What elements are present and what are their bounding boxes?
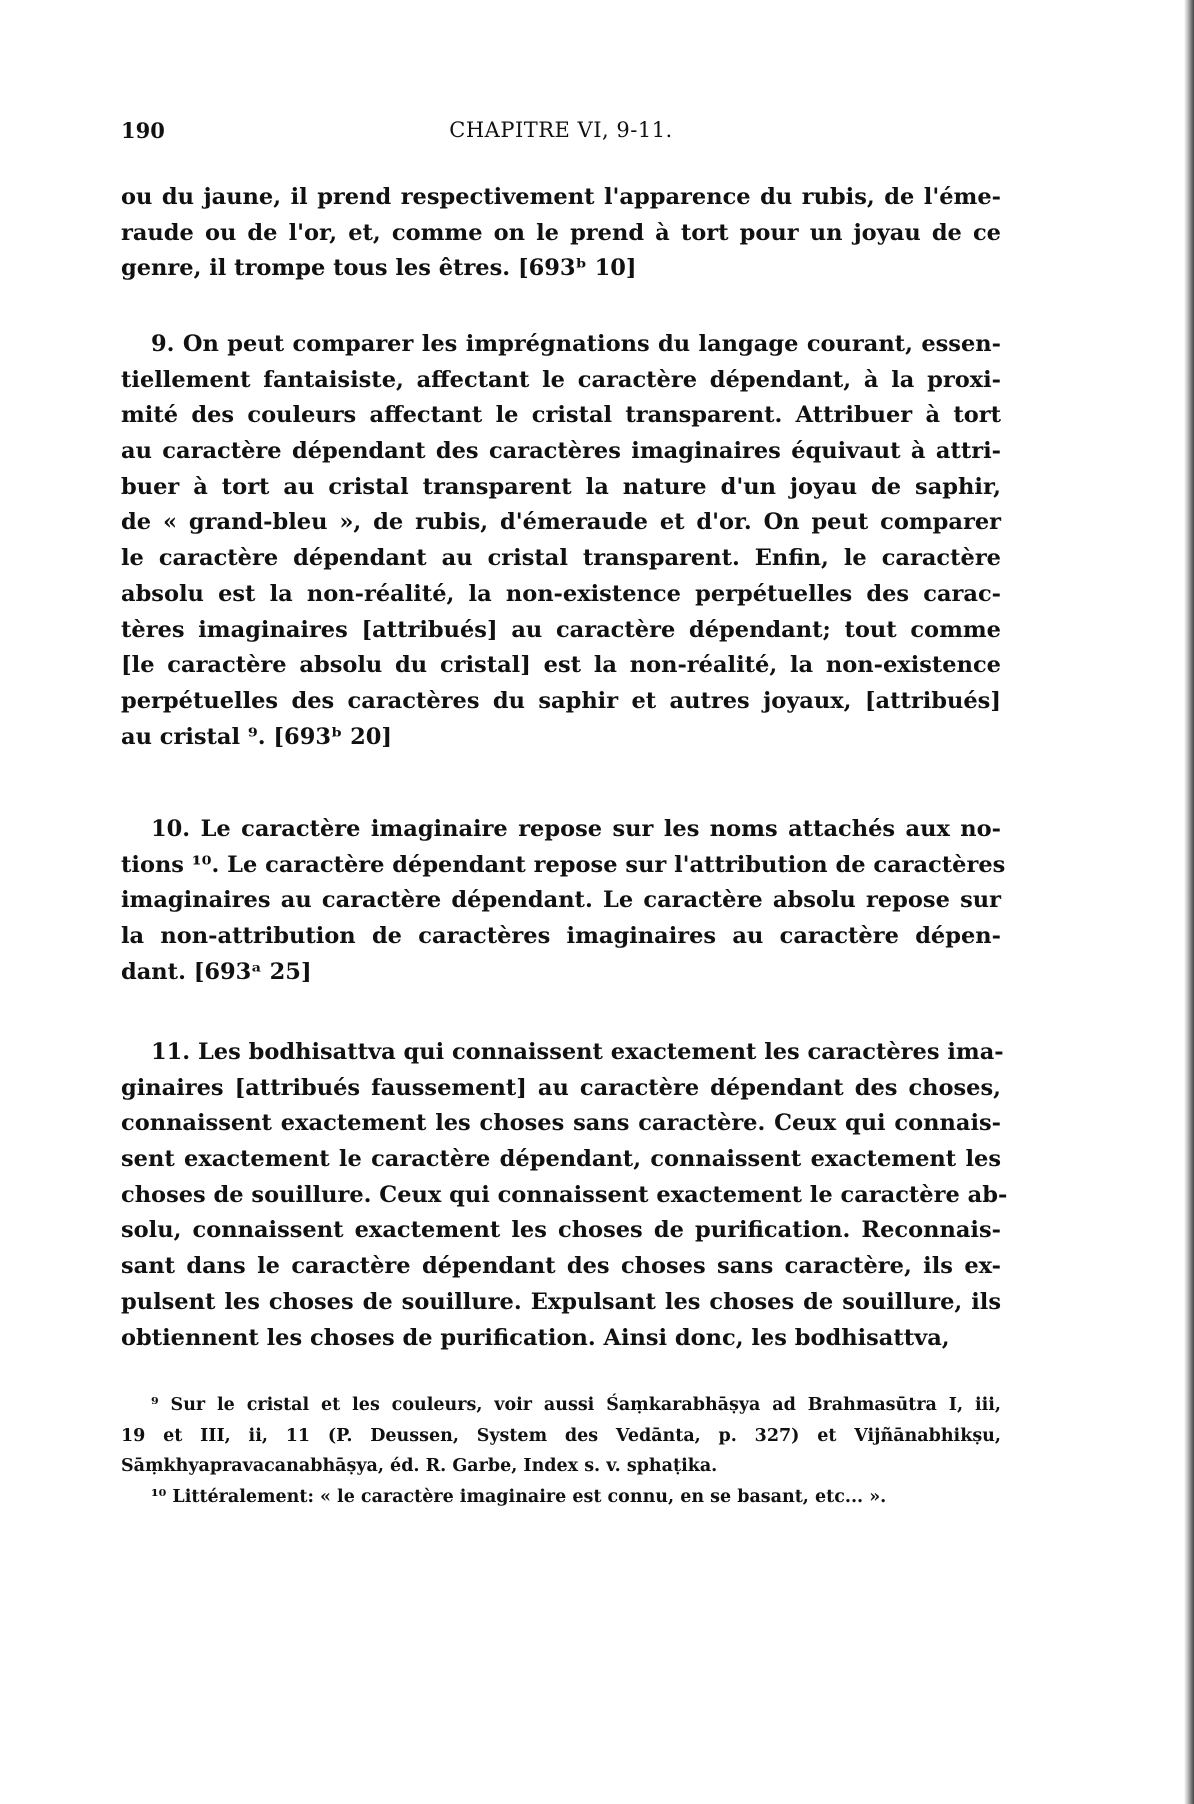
text-line: tères imaginaires [attribués] au caractère dépendant; tout comme <box>121 616 1001 643</box>
footnotes <box>121 1390 1001 1512</box>
text-line: buer à tort au cristal transparent la nature d'un joyau de saphir, <box>121 473 1001 500</box>
text-line: connaissent exactement les choses sans caractère. Ceux qui connais- <box>121 1110 1001 1137</box>
text-line: imaginaires au caractère dépendant. Le caractère absolu repose sur <box>121 887 1001 914</box>
footnote-line: ¹⁰ Littéralement: « le caractère imaginaire est connu, en se basant, etc... ». <box>151 1486 887 1507</box>
paragraph-9 <box>121 327 1001 755</box>
text-line: 11. Les bodhisattva qui connaissent exactement les caractères ima- <box>151 1039 1004 1065</box>
text-line: obtiennent les choses de purification. Ainsi donc, les bodhisattva, <box>121 1324 950 1351</box>
running-header <box>121 118 1001 148</box>
text-line: sent exactement le caractère dépendant, connaissent exactement les <box>121 1146 1001 1173</box>
text-line: la non-attribution de caractères imaginaires au caractère dépen- <box>121 923 1001 950</box>
text-line: raude ou de l'or, et, comme on le prend à tort pour un joyau de ce <box>121 219 1001 246</box>
footnote-line: 19 et III, ii, 11 (P. Deussen, System des Vedānta, p. 327) et Vijñānabhikṣu, <box>121 1425 1001 1446</box>
scan-edge <box>1184 0 1194 1804</box>
text-line: pulsent les choses de souillure. Expulsant les choses de souillure, ils <box>121 1288 1001 1315</box>
text-line: mité des couleurs affectant le cristal transparent. Attribuer à tort <box>121 402 1001 429</box>
text-line: 10. Le caractère imaginaire repose sur les noms attachés aux no- <box>151 816 1001 842</box>
text-line: perpétuelles des caractères du saphir et autres joyaux, [attribués] <box>121 687 1001 714</box>
running-title: CHAPITRE VI, 9-11. <box>449 118 673 142</box>
text-line: [le caractère absolu du cristal] est la non-réalité, la non-existence <box>121 652 1001 679</box>
text-line: le caractère dépendant au cristal transparent. Enfin, le caractère <box>121 545 1001 572</box>
text-line: au cristal ⁹. [693ᵇ 20] <box>121 723 393 750</box>
paragraph-11 <box>121 1035 1008 1356</box>
text-line: dant. [693ᵃ 25] <box>121 958 312 985</box>
text-line: 9. On peut comparer les imprégnations du langage courant, essen- <box>151 331 1001 357</box>
text-line: tiellement fantaisiste, affectant le caractère dépendant, à la proxi- <box>121 366 1001 393</box>
text-line: tions ¹⁰. Le caractère dépendant repose sur l'attribution de caractères <box>121 851 1006 878</box>
paragraph-10 <box>121 812 1006 990</box>
text-line: choses de souillure. Ceux qui connaissent exactement le caractère ab- <box>121 1181 1008 1208</box>
paragraph-continuation <box>121 180 1001 287</box>
text-line: de « grand-bleu », de rubis, d'émeraude et d'or. On peut comparer <box>121 509 1001 536</box>
text-line: solu, connaissent exactement les choses de purification. Reconnais- <box>121 1217 1001 1244</box>
footnote-line: ⁹ Sur le cristal et les couleurs, voir aussi Śaṃkarabhāṣya ad Brahmasūtra I, iii, <box>151 1395 1001 1415</box>
text-line: ou du jaune, il prend respectivement l'apparence du rubis, de l'éme- <box>121 184 1001 210</box>
page-number: 190 <box>121 118 165 143</box>
text-line: sant dans le caractère dépendant des choses sans caractère, ils ex- <box>121 1253 1001 1280</box>
text-line: absolu est la non-réalité, la non-existence perpétuelles des carac- <box>121 580 1001 607</box>
text-line: ginaires [attribués faussement] au caractère dépendant des choses, <box>121 1074 1001 1101</box>
text-line: genre, il trompe tous les êtres. [693ᵇ 10] <box>121 255 637 282</box>
text-line: au caractère dépendant des caractères imaginaires équivaut à attri- <box>121 438 1001 465</box>
footnote-line: Sāṃkhyapravacanabhāṣya, éd. R. Garbe, Index s. v. sphaṭika. <box>121 1456 718 1476</box>
